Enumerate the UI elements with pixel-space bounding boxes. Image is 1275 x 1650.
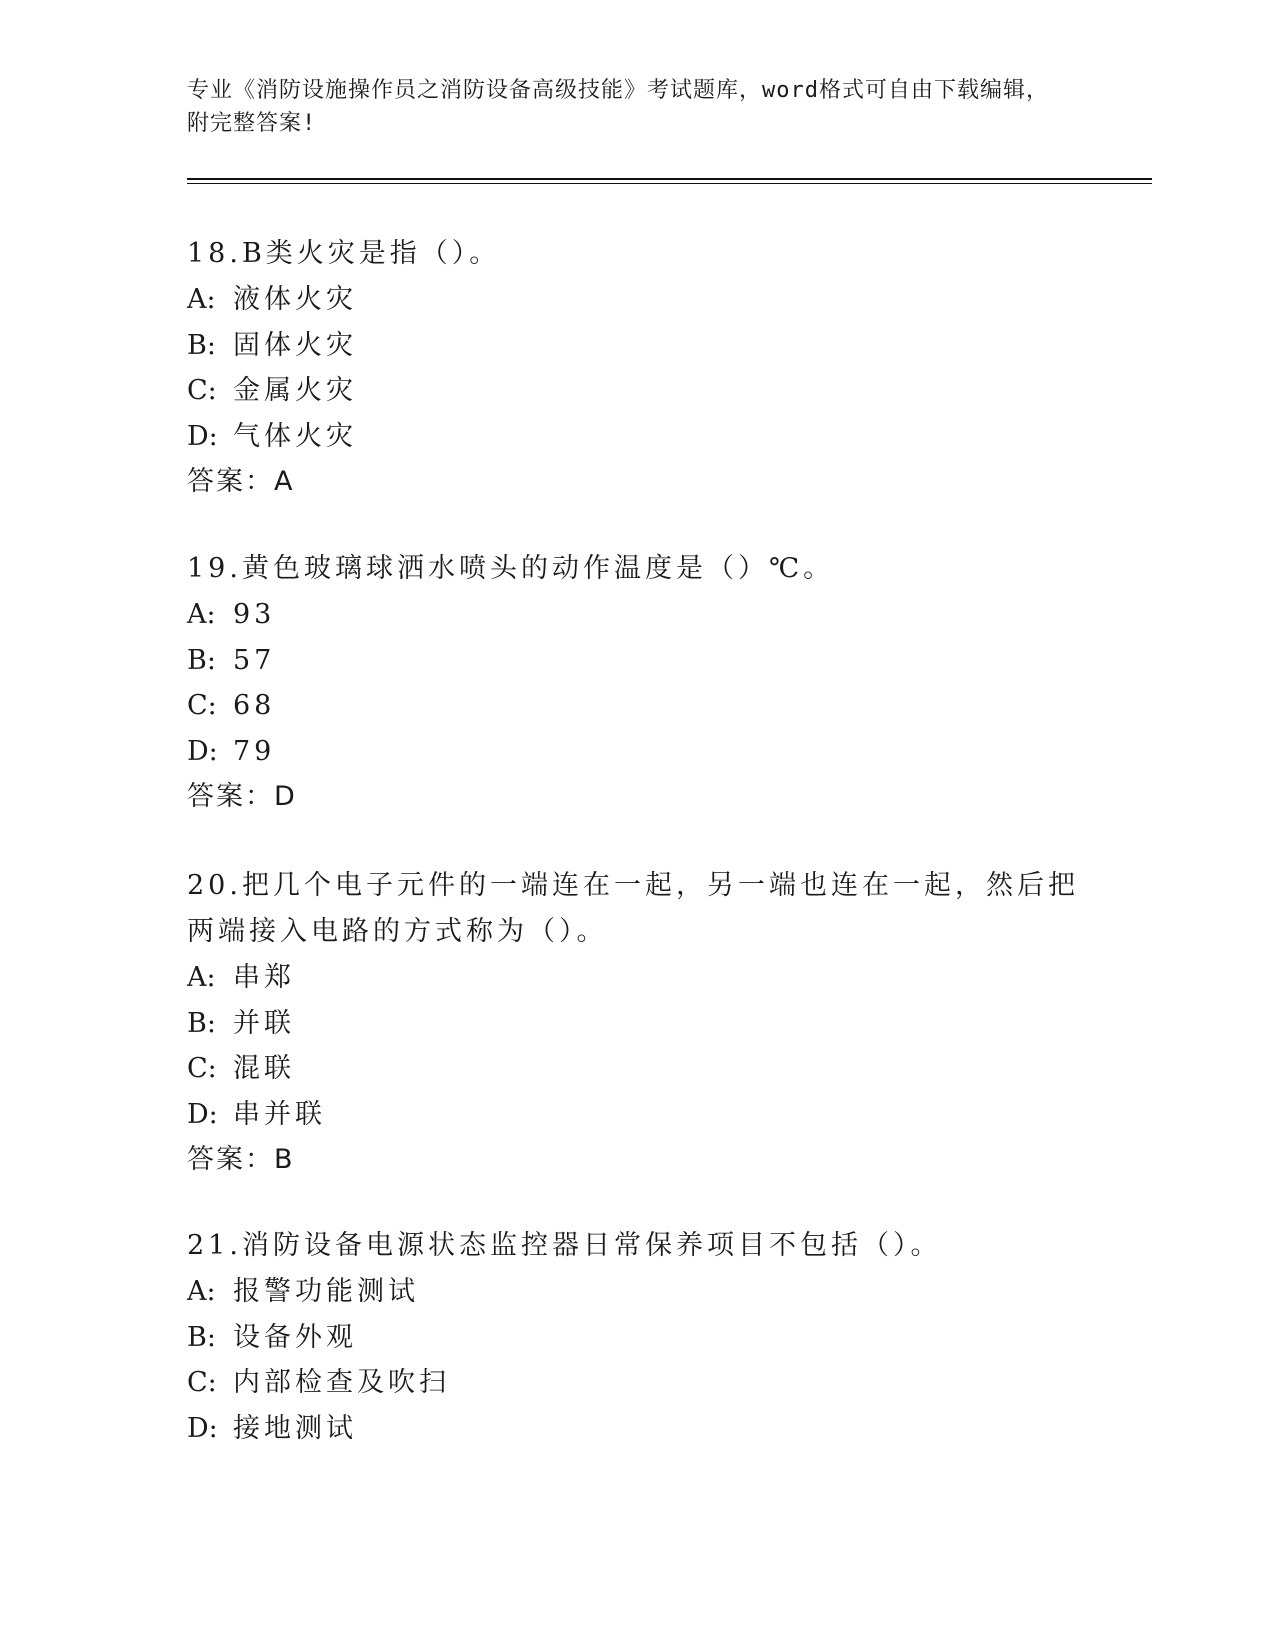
option-letter: D: [187, 420, 218, 452]
option-c [187, 368, 1087, 414]
option-letter: A: [187, 284, 216, 315]
option-letter: D: [187, 1098, 218, 1130]
option-letter: D: [187, 1412, 218, 1444]
question-stem: 19.黄色玻璃球洒水喷头的动作温度是（）℃。 [187, 553, 835, 584]
option-text: 串并联 [233, 1098, 326, 1130]
document-header: 专业《消防设施操作员之消防设备高级技能》考试题库，word格式可自由下载编辑，附完整答案! [187, 78, 1049, 136]
option-text: 金属火灾 [233, 375, 357, 406]
option-letter: C: [187, 375, 217, 406]
option-b [187, 1315, 1087, 1361]
option-text: 固体火灾 [233, 329, 357, 361]
option-b [187, 638, 1087, 684]
option-d [187, 729, 1087, 775]
option-text: 68 [233, 690, 276, 721]
option-letter: B: [187, 1321, 216, 1353]
option-c [187, 683, 1087, 729]
option-letter: A: [187, 599, 216, 630]
question-18 [187, 231, 1087, 505]
option-c [187, 1046, 1087, 1092]
header-rule-thick [187, 178, 1152, 180]
option-letter: D: [187, 735, 218, 767]
option-letter: B: [187, 644, 216, 676]
option-text: 内部检查及吹扫 [233, 1367, 450, 1398]
option-d [187, 1092, 1087, 1138]
answer-line: 答案：D [187, 781, 297, 812]
option-d [187, 1406, 1087, 1452]
answer-line: 答案：A [187, 466, 295, 497]
option-letter: C: [187, 1367, 217, 1398]
option-text: 串郑 [233, 962, 295, 993]
option-letter: C: [187, 1053, 217, 1084]
option-text: 57 [233, 644, 276, 676]
question-stem: 18.B类火灾是指（）。 [187, 238, 501, 269]
option-letter: B: [187, 329, 216, 361]
question-stem: 21.消防设备电源状态监控器日常保养项目不包括（）。 [187, 1230, 942, 1261]
option-b [187, 1001, 1087, 1047]
option-a [187, 955, 1087, 1001]
option-text: 接地测试 [233, 1412, 357, 1444]
option-text: 混联 [233, 1053, 295, 1084]
option-text: 设备外观 [233, 1321, 357, 1353]
option-text: 报警功能测试 [233, 1276, 419, 1307]
question-19 [187, 546, 1087, 820]
option-c [187, 1360, 1087, 1406]
option-text: 液体火灾 [233, 284, 357, 315]
option-text: 93 [233, 599, 276, 630]
option-a [187, 1269, 1087, 1315]
option-letter: B: [187, 1007, 216, 1039]
option-letter: A: [187, 962, 216, 993]
question-stem: 20.把几个电子元件的一端连在一起，另一端也连在一起，然后把两端接入电路的方式称为（）。 [187, 870, 1079, 947]
option-text: 79 [233, 735, 276, 767]
option-a [187, 277, 1087, 323]
option-d [187, 414, 1087, 460]
option-letter: A: [187, 1276, 216, 1307]
option-letter: C: [187, 690, 217, 721]
option-text: 并联 [233, 1007, 295, 1039]
question-21 [187, 1223, 1087, 1451]
question-20 [187, 863, 1087, 1183]
answer-line: 答案：B [187, 1144, 295, 1175]
option-b [187, 323, 1087, 369]
option-a [187, 592, 1087, 638]
option-text: 气体火灾 [233, 420, 357, 452]
header-rule-thin [187, 183, 1152, 184]
